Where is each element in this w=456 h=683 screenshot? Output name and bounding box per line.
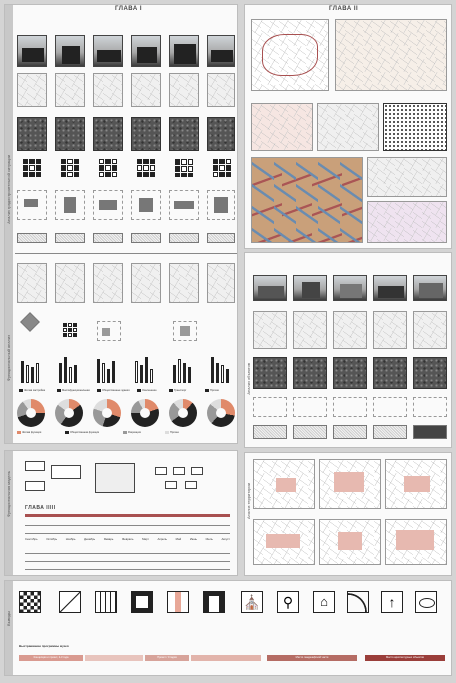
program-phase: Место ландшафтной части — [267, 655, 357, 661]
object-photo — [293, 275, 327, 301]
elevation-strip — [55, 233, 85, 243]
month-label: Август — [221, 537, 230, 541]
timeline-title: ГЛАВА IIIII — [25, 505, 56, 511]
aerial-image — [17, 117, 47, 151]
month-label: Март — [142, 537, 149, 541]
territory-map — [253, 519, 315, 565]
month-label: Сентябрь — [25, 537, 38, 541]
aerial-image — [55, 117, 85, 151]
building-photo — [93, 35, 123, 67]
diagonal-icon — [59, 591, 81, 613]
site-map — [55, 73, 85, 107]
donut-chart — [17, 399, 45, 427]
object-aerial — [293, 357, 327, 389]
pie-legend-item: Прочее — [165, 431, 179, 434]
elevation-strip — [169, 233, 199, 243]
side-label-bottom: Выводы — [6, 611, 11, 626]
timeline-bar — [25, 514, 230, 517]
axon-map — [93, 263, 123, 303]
bar-legend-item: Общественные здания — [97, 389, 130, 392]
plan-drawing — [131, 190, 161, 220]
object-photo — [373, 275, 407, 301]
timeline-panel — [4, 450, 238, 576]
flow-box — [185, 481, 197, 489]
object-facade — [373, 425, 407, 439]
factory-icon: ⌂ — [313, 591, 335, 613]
cathedral-icon: ⛪ — [241, 591, 263, 613]
building-photo — [17, 35, 47, 67]
section-divider — [15, 253, 237, 254]
curve-icon — [347, 591, 369, 613]
plan-drawing — [55, 190, 85, 220]
object-aerial — [413, 357, 447, 389]
block-diagram — [97, 321, 121, 341]
program-phase: Место архитектурных объектов — [365, 655, 445, 661]
object-facade — [333, 425, 367, 439]
object-map — [253, 311, 287, 349]
zoning-map — [251, 103, 313, 151]
month-label: Ноябрь — [65, 537, 76, 541]
axon-map — [131, 263, 161, 303]
arrow-up-icon: ↑ — [381, 591, 403, 613]
month-label: Июнь — [189, 537, 197, 541]
object-photo — [333, 275, 367, 301]
objects-analysis-panel — [244, 252, 452, 448]
chapter-two-panel — [244, 4, 452, 249]
donut-chart — [93, 399, 121, 427]
month-label: Декабрь — [84, 537, 96, 541]
side-label-left-top: Анализ градостроительной ситуации — [6, 155, 11, 224]
flow-box — [25, 461, 45, 471]
object-facade — [253, 425, 287, 439]
plan-drawing — [207, 190, 235, 220]
bar-legend-item: Прочие — [205, 389, 219, 392]
month-label: Февраль — [122, 537, 134, 541]
chapter-one-panel — [4, 4, 238, 444]
object-photo — [253, 275, 287, 301]
object-photo — [413, 275, 447, 301]
pie-legend-item: Общественная функция — [65, 431, 99, 434]
grid-diagram — [213, 159, 231, 177]
color-zoning-map — [251, 157, 363, 243]
site-map — [17, 73, 47, 107]
elevation-strip — [131, 233, 161, 243]
grid-icon — [19, 591, 41, 613]
month-labels — [25, 537, 230, 541]
conclusions-panel — [4, 580, 452, 676]
grid-diagram — [23, 159, 41, 177]
chapter-two-title: ГЛАВА II — [329, 6, 359, 12]
bar-legend-item: Жилая застройка — [19, 389, 45, 392]
side-label-left-low: Функциональная модель — [6, 471, 11, 518]
month-label: Май — [175, 537, 182, 541]
object-aerial — [333, 357, 367, 389]
program-phase: Проект / Стадия — [145, 655, 189, 661]
donut-chart — [131, 399, 159, 427]
program-phase — [191, 655, 261, 661]
detail-map — [367, 201, 447, 243]
bar-legend-item: Многофункциональная — [57, 389, 90, 392]
object-aerial — [253, 357, 287, 389]
elevation-strip — [207, 233, 235, 243]
aerial-image — [207, 117, 235, 151]
donut-chart — [207, 399, 235, 427]
aerial-image — [131, 117, 161, 151]
half-icon — [167, 591, 189, 613]
timeline-row — [25, 525, 230, 526]
flow-box — [165, 481, 177, 489]
radial-map — [317, 103, 379, 151]
object-facade — [413, 425, 447, 439]
flow-box — [191, 467, 203, 475]
territory-map — [385, 459, 447, 509]
axon-map — [169, 263, 199, 303]
site-map — [131, 73, 161, 107]
elevation-strip — [93, 233, 123, 243]
block-diagram — [173, 321, 197, 341]
object-section — [333, 397, 367, 417]
detail-map — [367, 157, 447, 197]
flow-box — [95, 463, 135, 493]
month-label: Июль — [205, 537, 213, 541]
flow-box — [25, 481, 45, 491]
oval-icon — [415, 591, 437, 613]
flow-box — [51, 465, 81, 479]
aerial-image — [169, 117, 199, 151]
plan-drawing — [93, 190, 123, 220]
bar-legend-item: Транспорт — [169, 389, 186, 392]
axon-map — [17, 263, 47, 303]
side-label-right-mid: Анализ объектов — [246, 363, 251, 395]
object-section — [413, 397, 447, 417]
object-map — [293, 311, 327, 349]
flow-box — [155, 467, 167, 475]
bar-legend-item: Озеленение — [137, 389, 157, 392]
dot-grid-diagram — [63, 323, 77, 337]
aerial-image — [93, 117, 123, 151]
grid-diagram — [61, 159, 79, 177]
object-map — [333, 311, 367, 349]
timeline-row — [25, 553, 230, 554]
month-label: Апрель — [157, 537, 167, 541]
object-section — [293, 397, 327, 417]
location-pin-icon: ⚲ — [277, 591, 299, 613]
city-outline-map — [251, 19, 329, 91]
site-map — [207, 73, 235, 107]
plan-drawing — [169, 190, 199, 220]
side-label-strip — [5, 581, 13, 675]
conclusions-program-label: Выстраивание программы музея — [19, 644, 69, 648]
chapter-one-title: ГЛАВА I — [115, 6, 142, 12]
object-map — [413, 311, 447, 349]
building-photo — [55, 35, 85, 67]
object-aerial — [373, 357, 407, 389]
territory-map — [319, 459, 381, 509]
site-map — [93, 73, 123, 107]
density-map — [383, 103, 447, 151]
district-map — [335, 19, 447, 91]
axon-map — [55, 263, 85, 303]
building-photo — [169, 35, 199, 67]
territory-map — [253, 459, 315, 509]
pie-legend-item: Жилая функция — [17, 431, 41, 434]
door-icon — [203, 591, 225, 613]
plan-drawing — [17, 190, 47, 220]
axon-map — [207, 263, 235, 303]
object-map — [373, 311, 407, 349]
grid-diagram — [175, 159, 193, 177]
grid-diagram — [137, 159, 155, 177]
flow-box — [173, 467, 185, 475]
month-label: Январь — [103, 537, 114, 541]
diamond-diagram — [20, 312, 40, 332]
site-map — [169, 73, 199, 107]
territory-panel — [244, 452, 452, 576]
donut-chart — [55, 399, 83, 427]
donut-chart — [169, 399, 197, 427]
grid-diagram — [99, 159, 117, 177]
building-photo — [131, 35, 161, 67]
timeline-row — [25, 561, 230, 562]
object-section — [253, 397, 287, 417]
month-label: Октябрь — [46, 537, 58, 541]
columns-icon — [95, 591, 117, 613]
elevation-strip — [17, 233, 47, 243]
pie-legend-item: Рекреация — [123, 431, 141, 434]
side-label-right-low: Анализ территории — [246, 483, 251, 520]
timeline-row — [25, 533, 230, 534]
building-photo — [207, 35, 235, 67]
frame-icon — [131, 591, 153, 613]
side-label-left-mid: Функциональный анализ — [6, 335, 11, 382]
object-facade — [293, 425, 327, 439]
territory-map — [319, 519, 381, 565]
object-section — [373, 397, 407, 417]
program-phase — [85, 655, 143, 661]
program-phase: Концепция и проект, 2-3 года — [19, 655, 83, 661]
timeline-row — [25, 569, 230, 570]
territory-map — [385, 519, 447, 565]
